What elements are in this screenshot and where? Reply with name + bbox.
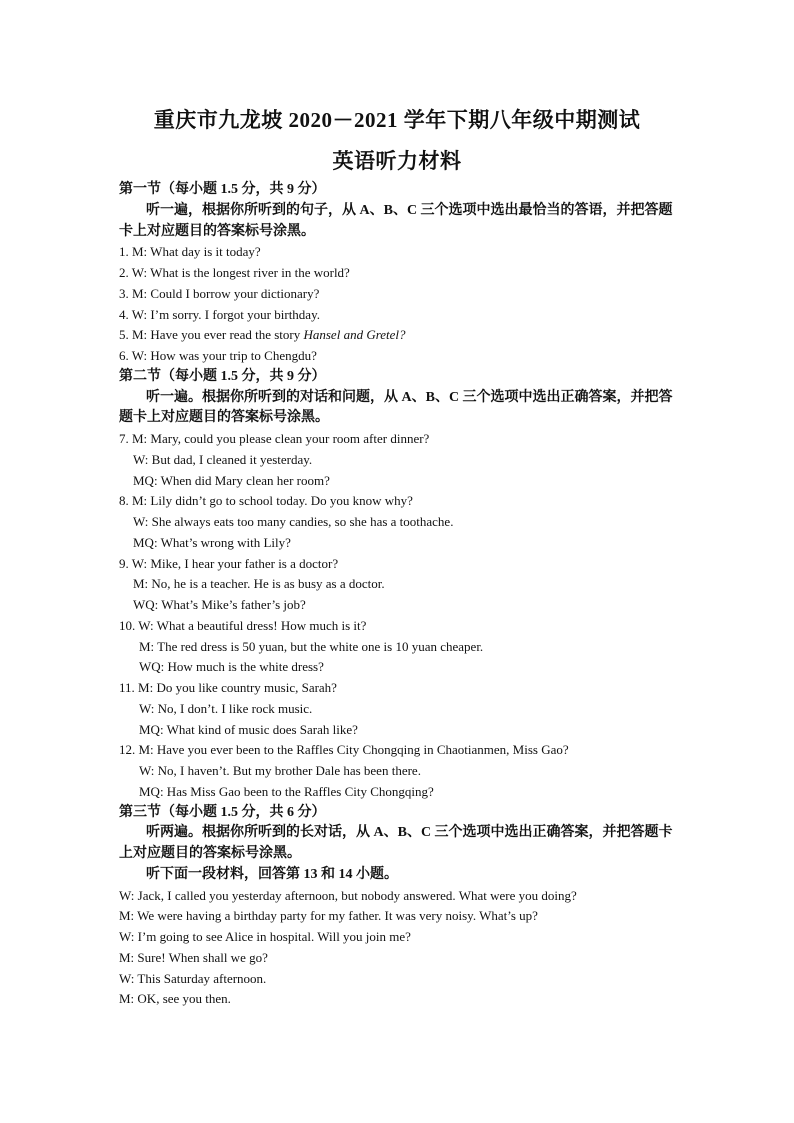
- q7-question: MQ: When did Mary clean her room?: [133, 472, 330, 488]
- dialogue-line-3: W: I’m going to see Alice in hospital. Will you join me?: [119, 929, 411, 944]
- dialogue-line-2: M: We were having a birthday party for my father. It was very noisy. What’s up?: [119, 908, 538, 924]
- dialogue-line-5: W: This Saturday afternoon.: [119, 970, 267, 986]
- q11-line1: 11. M: Do you like country music, Sarah?: [119, 680, 337, 695]
- document-body: [119, 180, 689, 1010]
- dialogue-line-1: W: Jack, I called you yesterday afternoon, but nobody answered. What were you doing?: [119, 887, 577, 903]
- dialogue-line-4: M: Sure! When shall we go?: [119, 949, 268, 965]
- q11-question: MQ: What kind of music does Sarah like?: [139, 721, 358, 737]
- section3-sub-instruction: 听下面一段材料，回答第 13 和 14 小题。: [146, 866, 398, 882]
- section1-heading: 第一节（每小题 1.5 分，共 9 分）: [119, 182, 326, 197]
- q12-line1: 12. M: Have you ever been to the Raffles City Chongqing in Chaotianmen, Miss Gao?: [119, 742, 569, 758]
- section3-instruction-cont: 上对应题目的答案标号涂黑。: [119, 846, 301, 861]
- section1-instruction-cont: 卡上对应题目的答案标号涂黑。: [119, 223, 315, 239]
- q8-line1: 8. M: Lily didn’t go to school today. Do you know why?: [119, 493, 413, 509]
- q10-line2: M: The red dress is 50 yuan, but the white one is 10 yuan cheaper.: [139, 638, 484, 654]
- q9-line1: 9. W: Mike, I hear your father is a doctor?: [119, 555, 339, 571]
- document-title: 重庆市九龙坡 2020－2021 学年下期八年级中期测试: [153, 108, 641, 132]
- section1-instruction: 听一遍，根据你所听到的句子，从 A、B、C 三个选项中选出最恰当的答语，并把答题: [146, 202, 673, 218]
- q9-question: WQ: What’s Mike’s father’s job?: [133, 597, 306, 612]
- section2-heading: 第二节（每小题 1.5 分，共 9 分）: [119, 368, 326, 384]
- dialogue-line-6: M: OK, see you then.: [119, 991, 231, 1007]
- question-6: 6. W: How was your trip to Chengdu?: [119, 348, 317, 363]
- q7-line2: W: But dad, I cleaned it yesterday.: [133, 451, 313, 467]
- section3-heading: 第三节（每小题 1.5 分，共 6 分）: [119, 804, 326, 820]
- section3-instruction: 听两遍。根据你所听到的长对话，从 A、B、C 三个选项中选出正确答案，并把答题卡: [146, 825, 673, 841]
- q11-line2: W: No, I don’t. I like rock music.: [139, 700, 313, 716]
- q10-line1: 10. W: What a beautiful dress! How much is it?: [119, 617, 367, 633]
- question-5: [119, 325, 689, 346]
- section2-instruction-cont: 题卡上对应题目的答案标号涂黑。: [119, 410, 329, 426]
- question-4: 4. W: I’m sorry. I forgot your birthday.: [119, 306, 320, 322]
- document-subtitle: 英语听力材料: [332, 149, 462, 173]
- section2-instruction: 听一遍。根据你所听到的对话和问题，从 A、B、C 三个选项中选出正确答案，并把答: [146, 389, 673, 405]
- q12-question: MQ: Has Miss Gao been to the Raffles City Chongqing?: [139, 783, 434, 799]
- q8-line2: W: She always eats too many candies, so she has a toothache.: [133, 514, 454, 529]
- q7-line1: 7. M: Mary, could you please clean your room after dinner?: [119, 431, 430, 446]
- q12-line2: W: No, I haven’t. But my brother Dale has been there.: [139, 763, 421, 778]
- question-3: 3. M: Could I borrow your dictionary?: [119, 285, 320, 301]
- q9-line2: M: No, he is a teacher. He is as busy as a doctor.: [133, 576, 385, 592]
- question-1: 1. M: What day is it today?: [119, 244, 261, 260]
- question-2: 2. W: What is the longest river in the world?: [119, 265, 350, 280]
- story-title: Hansel and Gretel?: [303, 327, 406, 343]
- question-5-text: 5. M: Have you ever read the story: [119, 327, 304, 343]
- q8-question: MQ: What’s wrong with Lily?: [133, 534, 291, 550]
- q10-question: WQ: How much is the white dress?: [139, 659, 324, 675]
